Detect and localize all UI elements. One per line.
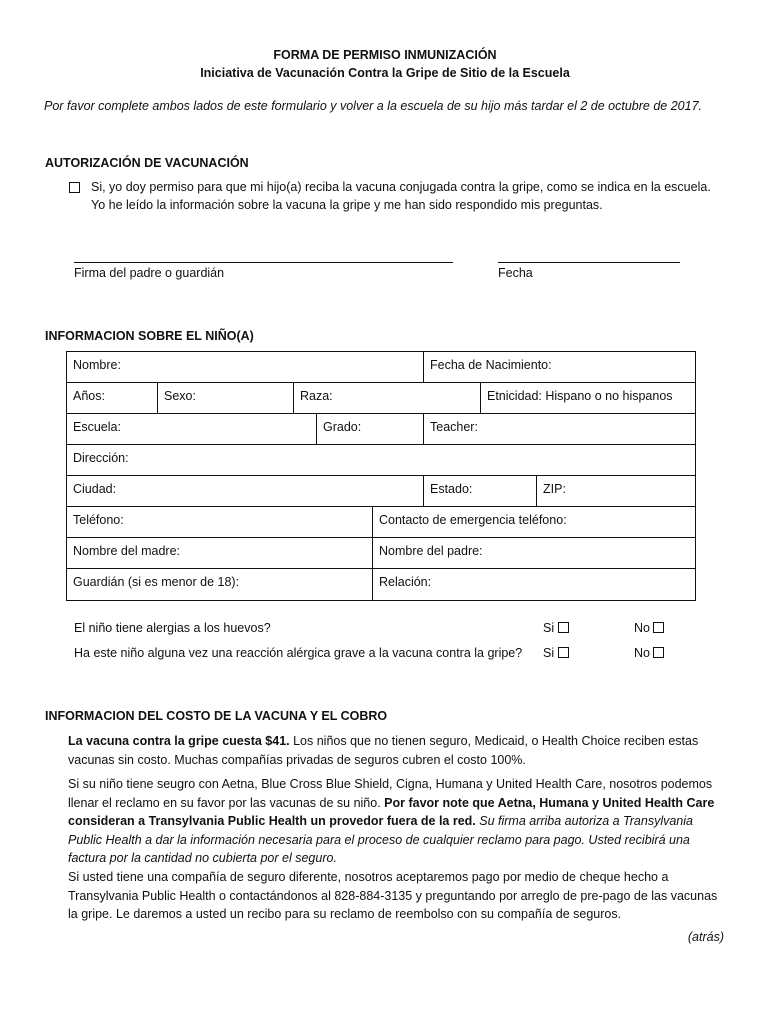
checkbox-icon xyxy=(69,182,80,193)
relationship-field[interactable]: Relación: xyxy=(372,569,695,600)
table-row xyxy=(67,352,695,383)
sex-field[interactable]: Sexo: xyxy=(157,383,293,413)
table-row xyxy=(67,383,695,414)
table-row xyxy=(67,507,695,538)
back-note: (atrás) xyxy=(687,930,724,944)
mother-name-field[interactable]: Nombre del madre: xyxy=(73,544,180,558)
signature-label: Firma del padre o guardián xyxy=(74,266,225,280)
state-field[interactable]: Estado: xyxy=(423,476,536,506)
billing-paragraph-3: Si usted tiene una compañía de seguro diferente, nosotros aceptaremos pago por medio de cheque hecho a Transylvania Public Health o contactándonos al 828-884-3135 y preguntando por arreglo de pre-pago de las vacunas la gripe. Le daremos a usted un recibo para su reclamo de reembolso con su compañía de seguros. xyxy=(68,870,718,921)
form-instruction: Por favor complete ambos lados de este formulario y volver a la escuela de su hijo más tardar el 2 de octubre de 2017. xyxy=(44,99,702,113)
date-label: Fecha xyxy=(498,266,533,280)
checkbox-icon xyxy=(653,622,664,633)
emergency-contact-field[interactable]: Contacto de emergencia teléfono: xyxy=(372,507,695,537)
table-row xyxy=(67,538,695,569)
age-field[interactable]: Años: xyxy=(73,389,105,403)
vaccine-reaction-no[interactable]: No xyxy=(634,646,664,660)
egg-allergy-no[interactable]: No xyxy=(634,621,664,635)
school-field[interactable]: Escuela: xyxy=(73,420,121,434)
child-info-table xyxy=(66,351,696,601)
billing-paragraph-2: Si su niño tiene seugro con Aetna, Blue Cross Blue Shield, Cigna, Humana y United Health Care, nosotros podemos llenar el reclamo en su favor por las vacunas de su niño. Por favor note que Aetna, Humana y United Health Care consideran a Transylvania Public Health un provedor fuera de la red. Su firma arriba autoriza a Transylvania Public Health a dar la información necesaria para el proceso de cualquier reclamo para pago. Usted recibirá una factura por la cantidad no cubierta por el seguro. xyxy=(68,777,715,865)
table-row xyxy=(67,414,695,445)
consent-text-line2: Yo he leído la información sobre la vacuna la gripe y me han sido respondido mis preguntas. xyxy=(91,198,603,212)
checkbox-icon xyxy=(558,647,569,658)
egg-allergy-question: El niño tiene alergias a los huevos? xyxy=(74,621,271,635)
vaccine-reaction-yes[interactable]: Si xyxy=(543,646,569,660)
ethnicity-field[interactable]: Etnicidad: Hispano o no hispanos xyxy=(480,383,695,413)
father-name-field[interactable]: Nombre del padre: xyxy=(372,538,695,568)
checkbox-icon xyxy=(653,647,664,658)
grade-field[interactable]: Grado: xyxy=(316,414,423,444)
billing-heading: INFORMACION DEL COSTO DE LA VACUNA Y EL COBRO xyxy=(45,709,388,723)
authorization-heading: AUTORIZACIÓN DE VACUNACIÓN xyxy=(45,156,249,170)
form-subtitle: Iniciativa de Vacunación Contra la Gripe de Sitio de la Escuela xyxy=(200,66,570,80)
date-line[interactable] xyxy=(498,262,680,263)
checkbox-icon xyxy=(558,622,569,633)
billing-paragraph-1: La vacuna contra la gripe cuesta $41. Los niños que no tienen seguro, Medicaid, o Health Choice reciben estas vacunas sin costo. Muchas compañías privadas de seguros cubren el costo 100%. xyxy=(68,734,699,767)
egg-allergy-yes[interactable]: Si xyxy=(543,621,569,635)
table-row xyxy=(67,476,695,507)
vaccine-reaction-question: Ha este niño alguna vez una reacción alérgica grave a la vacuna contra la gripe? xyxy=(74,646,523,660)
race-field[interactable]: Raza: xyxy=(293,383,480,413)
form-title: FORMA DE PERMISO INMUNIZACIÓN xyxy=(273,48,497,62)
address-field[interactable]: Dirección: xyxy=(73,451,129,465)
city-field[interactable]: Ciudad: xyxy=(73,482,117,496)
zip-field[interactable]: ZIP: xyxy=(536,476,695,506)
guardian-field[interactable]: Guardián (si es menor de 18): xyxy=(73,575,240,589)
consent-text-line1: Si, yo doy permiso para que mi hijo(a) reciba la vacuna conjugada contra la gripe, como se indica en la escuela. xyxy=(91,180,711,194)
child-info-heading: INFORMACION SOBRE EL NIÑO(A) xyxy=(45,329,254,343)
name-field[interactable]: Nombre: xyxy=(73,358,121,372)
birthdate-field[interactable]: Fecha de Nacimiento: xyxy=(423,352,695,382)
teacher-field[interactable]: Teacher: xyxy=(423,414,695,444)
consent-checkbox[interactable] xyxy=(69,181,80,195)
phone-field[interactable]: Teléfono: xyxy=(73,513,124,527)
signature-line[interactable] xyxy=(74,262,453,263)
table-row xyxy=(67,569,695,600)
table-row xyxy=(67,445,695,476)
